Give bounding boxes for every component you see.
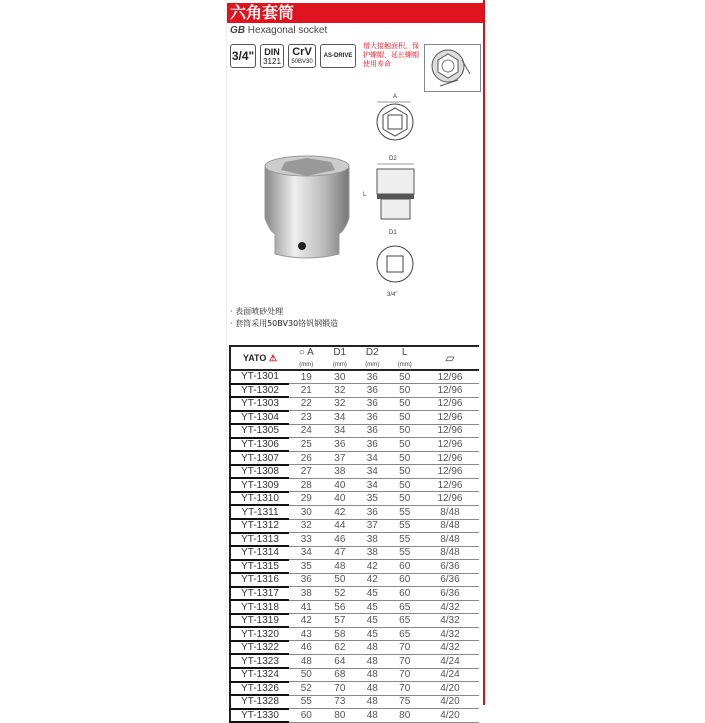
size-a: 33 [289, 533, 324, 547]
as-drive-diagram [424, 44, 481, 92]
d2: 37 [356, 519, 388, 533]
table-row [230, 546, 479, 560]
length: 50 [388, 397, 420, 411]
model-code: YT-1308 [230, 465, 289, 479]
standard-label: GB [230, 25, 245, 36]
dim-drive-label: 3/4" [387, 292, 398, 298]
d1: 56 [324, 600, 356, 614]
feature-item: · 套筒采用50BV30铬钒钢锻造 [230, 319, 339, 328]
table-row [230, 438, 479, 452]
feature-note: 增大接触面积，保护螺帽，延长螺帽使用寿命 [363, 42, 419, 68]
d1: 46 [324, 533, 356, 547]
packing: 8/48 [421, 519, 479, 533]
table-row [230, 492, 479, 506]
as-drive-badge: AS-DRIVE [320, 44, 356, 68]
table-row [230, 505, 479, 519]
d2: 34 [356, 465, 388, 479]
size-a: 48 [289, 654, 324, 668]
model-code: YT-1305 [230, 424, 289, 438]
length: 50 [388, 384, 420, 398]
model-code: YT-1313 [230, 533, 289, 547]
size-a: 60 [289, 709, 324, 723]
din-badge [260, 44, 284, 68]
length: 50 [388, 370, 420, 384]
table-row [230, 560, 479, 574]
box-icon: ▱ [421, 346, 479, 370]
model-code: YT-1324 [230, 668, 289, 682]
table-row [230, 600, 479, 614]
table-row [230, 533, 479, 547]
model-code: YT-1317 [230, 587, 289, 601]
length: 55 [388, 546, 420, 560]
packing: 4/32 [421, 600, 479, 614]
size-a: 50 [289, 668, 324, 682]
length: 55 [388, 533, 420, 547]
packing: 8/48 [421, 505, 479, 519]
model-code: YT-1315 [230, 560, 289, 574]
d1: 62 [324, 641, 356, 655]
d1: 34 [324, 411, 356, 425]
d2: 42 [356, 560, 388, 574]
length: 50 [388, 465, 420, 479]
length: 50 [388, 424, 420, 438]
size-a: 24 [289, 424, 324, 438]
size-a: 46 [289, 641, 324, 655]
d1: 32 [324, 397, 356, 411]
col-l: L (mm) [388, 346, 420, 370]
page-title: 六角套筒 [227, 3, 483, 23]
table-row [230, 709, 479, 723]
size-a: 41 [289, 600, 324, 614]
model-code: YT-1307 [230, 451, 289, 465]
d1: 52 [324, 587, 356, 601]
length: 55 [388, 505, 420, 519]
model-code: YT-1306 [230, 438, 289, 452]
dim-a-label: A [393, 94, 398, 100]
length: 75 [388, 695, 420, 709]
d2: 34 [356, 451, 388, 465]
size-a: 19 [289, 370, 324, 384]
size-a: 21 [289, 384, 324, 398]
d2: 48 [356, 709, 388, 723]
dim-d1-label: D1 [389, 230, 397, 236]
table-row [230, 614, 479, 628]
length: 50 [388, 478, 420, 492]
d1: 47 [324, 546, 356, 560]
table-row [230, 397, 479, 411]
d1: 73 [324, 695, 356, 709]
model-code: YT-1320 [230, 627, 289, 641]
product-panel [226, 0, 485, 721]
table-row [230, 695, 479, 709]
table-row [230, 451, 479, 465]
size-a: 28 [289, 478, 324, 492]
d1: 38 [324, 465, 356, 479]
model-code: YT-1323 [230, 654, 289, 668]
size-a: 34 [289, 546, 324, 560]
model-code: YT-1322 [230, 641, 289, 655]
d2: 36 [356, 411, 388, 425]
length: 65 [388, 614, 420, 628]
size-a: 22 [289, 397, 324, 411]
d1: 48 [324, 560, 356, 574]
length: 70 [388, 641, 420, 655]
packing: 4/20 [421, 682, 479, 696]
model-code: YT-1302 [230, 384, 289, 398]
table-row [230, 384, 479, 398]
table-row [230, 478, 479, 492]
drive-size-badge: 3/4" [230, 44, 256, 68]
d2: 42 [356, 573, 388, 587]
model-code: YT-1312 [230, 519, 289, 533]
d1: 57 [324, 614, 356, 628]
subtitle [230, 25, 327, 37]
feature-item: · 表面喷砂处理 [230, 307, 284, 316]
length: 80 [388, 709, 420, 723]
table-row [230, 641, 479, 655]
size-a: 29 [289, 492, 324, 506]
size-a: 27 [289, 465, 324, 479]
model-code: YT-1311 [230, 505, 289, 519]
model-code: YT-1318 [230, 600, 289, 614]
packing: 12/96 [421, 384, 479, 398]
packing: 12/96 [421, 438, 479, 452]
size-a: 35 [289, 560, 324, 574]
length: 70 [388, 654, 420, 668]
size-a: 42 [289, 614, 324, 628]
length: 65 [388, 627, 420, 641]
packing: 6/36 [421, 587, 479, 601]
d1: 68 [324, 668, 356, 682]
packing: 12/96 [421, 424, 479, 438]
d2: 36 [356, 384, 388, 398]
packing: 12/96 [421, 411, 479, 425]
d2: 36 [356, 397, 388, 411]
packing: 8/48 [421, 546, 479, 560]
subtitle-text: Hexagonal socket [247, 25, 328, 36]
model-code: YT-1326 [230, 682, 289, 696]
model-code: YT-1314 [230, 546, 289, 560]
model-code: YT-1301 [230, 370, 289, 384]
model-code: YT-1319 [230, 614, 289, 628]
d1: 40 [324, 478, 356, 492]
table-row [230, 519, 479, 533]
dimension-drawing [361, 92, 427, 304]
model-code: YT-1304 [230, 411, 289, 425]
d2: 45 [356, 587, 388, 601]
size-a: 23 [289, 411, 324, 425]
table-row [230, 424, 479, 438]
length: 60 [388, 587, 420, 601]
socket-photo [257, 150, 357, 262]
d1: 44 [324, 519, 356, 533]
packing: 12/96 [421, 397, 479, 411]
packing: 12/96 [421, 465, 479, 479]
d2: 45 [356, 600, 388, 614]
d2: 48 [356, 654, 388, 668]
table-row [230, 573, 479, 587]
table-row [230, 370, 479, 384]
d1: 50 [324, 573, 356, 587]
d2: 45 [356, 614, 388, 628]
model-code: YT-1316 [230, 573, 289, 587]
d1: 36 [324, 438, 356, 452]
d1: 70 [324, 682, 356, 696]
packing: 4/32 [421, 627, 479, 641]
d1: 80 [324, 709, 356, 723]
dim-l-label: L [363, 192, 367, 198]
size-a: 55 [289, 695, 324, 709]
d1: 37 [324, 451, 356, 465]
d2: 48 [356, 641, 388, 655]
size-a: 26 [289, 451, 324, 465]
length: 60 [388, 560, 420, 574]
d1: 42 [324, 505, 356, 519]
model-code: YT-1309 [230, 478, 289, 492]
crv-badge [288, 44, 316, 68]
d1: 34 [324, 424, 356, 438]
packing: 4/20 [421, 709, 479, 723]
size-a: 36 [289, 573, 324, 587]
col-d2: D2 (mm) [356, 346, 388, 370]
length: 50 [388, 492, 420, 506]
table-row [230, 668, 479, 682]
length: 50 [388, 438, 420, 452]
packing: 6/36 [421, 560, 479, 574]
d2: 36 [356, 424, 388, 438]
packing: 4/24 [421, 654, 479, 668]
d2: 35 [356, 492, 388, 506]
packing: 4/32 [421, 641, 479, 655]
length: 70 [388, 668, 420, 682]
spec-table [229, 345, 479, 723]
packing: 4/24 [421, 668, 479, 682]
length: 50 [388, 411, 420, 425]
d1: 32 [324, 384, 356, 398]
crv-top: CrV [292, 46, 312, 58]
table-row [230, 587, 479, 601]
d2: 38 [356, 533, 388, 547]
d2: 36 [356, 438, 388, 452]
table-row [230, 654, 479, 668]
d1: 30 [324, 370, 356, 384]
d2: 34 [356, 478, 388, 492]
model-code: YT-1330 [230, 709, 289, 723]
packing: 12/96 [421, 370, 479, 384]
packing: 12/96 [421, 478, 479, 492]
col-a: ○ A (mm) [289, 346, 324, 370]
packing: 4/32 [421, 614, 479, 628]
length: 70 [388, 682, 420, 696]
d1: 58 [324, 627, 356, 641]
length: 50 [388, 451, 420, 465]
d2: 48 [356, 668, 388, 682]
packing: 8/48 [421, 533, 479, 547]
d2: 45 [356, 627, 388, 641]
model-code: YT-1328 [230, 695, 289, 709]
size-a: 30 [289, 505, 324, 519]
dim-d2-label: D2 [389, 156, 397, 162]
din-bottom: 3121 [263, 57, 281, 66]
length: 65 [388, 600, 420, 614]
packing: 4/20 [421, 695, 479, 709]
d2: 48 [356, 682, 388, 696]
model-code: YT-1310 [230, 492, 289, 506]
size-a: 52 [289, 682, 324, 696]
d2: 36 [356, 505, 388, 519]
table-row [230, 465, 479, 479]
d2: 38 [356, 546, 388, 560]
din-top: DIN [264, 47, 280, 57]
size-a: 43 [289, 627, 324, 641]
d2: 36 [356, 370, 388, 384]
packing: 12/96 [421, 451, 479, 465]
packing: 12/96 [421, 492, 479, 506]
table-row [230, 627, 479, 641]
d1: 64 [324, 654, 356, 668]
feature-list [230, 306, 338, 330]
table-row [230, 411, 479, 425]
packing: 6/36 [421, 573, 479, 587]
size-a: 25 [289, 438, 324, 452]
crv-bottom: 50BV30 [291, 59, 313, 65]
length: 60 [388, 573, 420, 587]
length: 55 [388, 519, 420, 533]
d1: 40 [324, 492, 356, 506]
d2: 48 [356, 695, 388, 709]
brand-logo: YATO ⚠ [230, 346, 289, 370]
size-a: 38 [289, 587, 324, 601]
table-row [230, 682, 479, 696]
model-code: YT-1303 [230, 397, 289, 411]
col-d1: D1 (mm) [324, 346, 356, 370]
size-a: 32 [289, 519, 324, 533]
